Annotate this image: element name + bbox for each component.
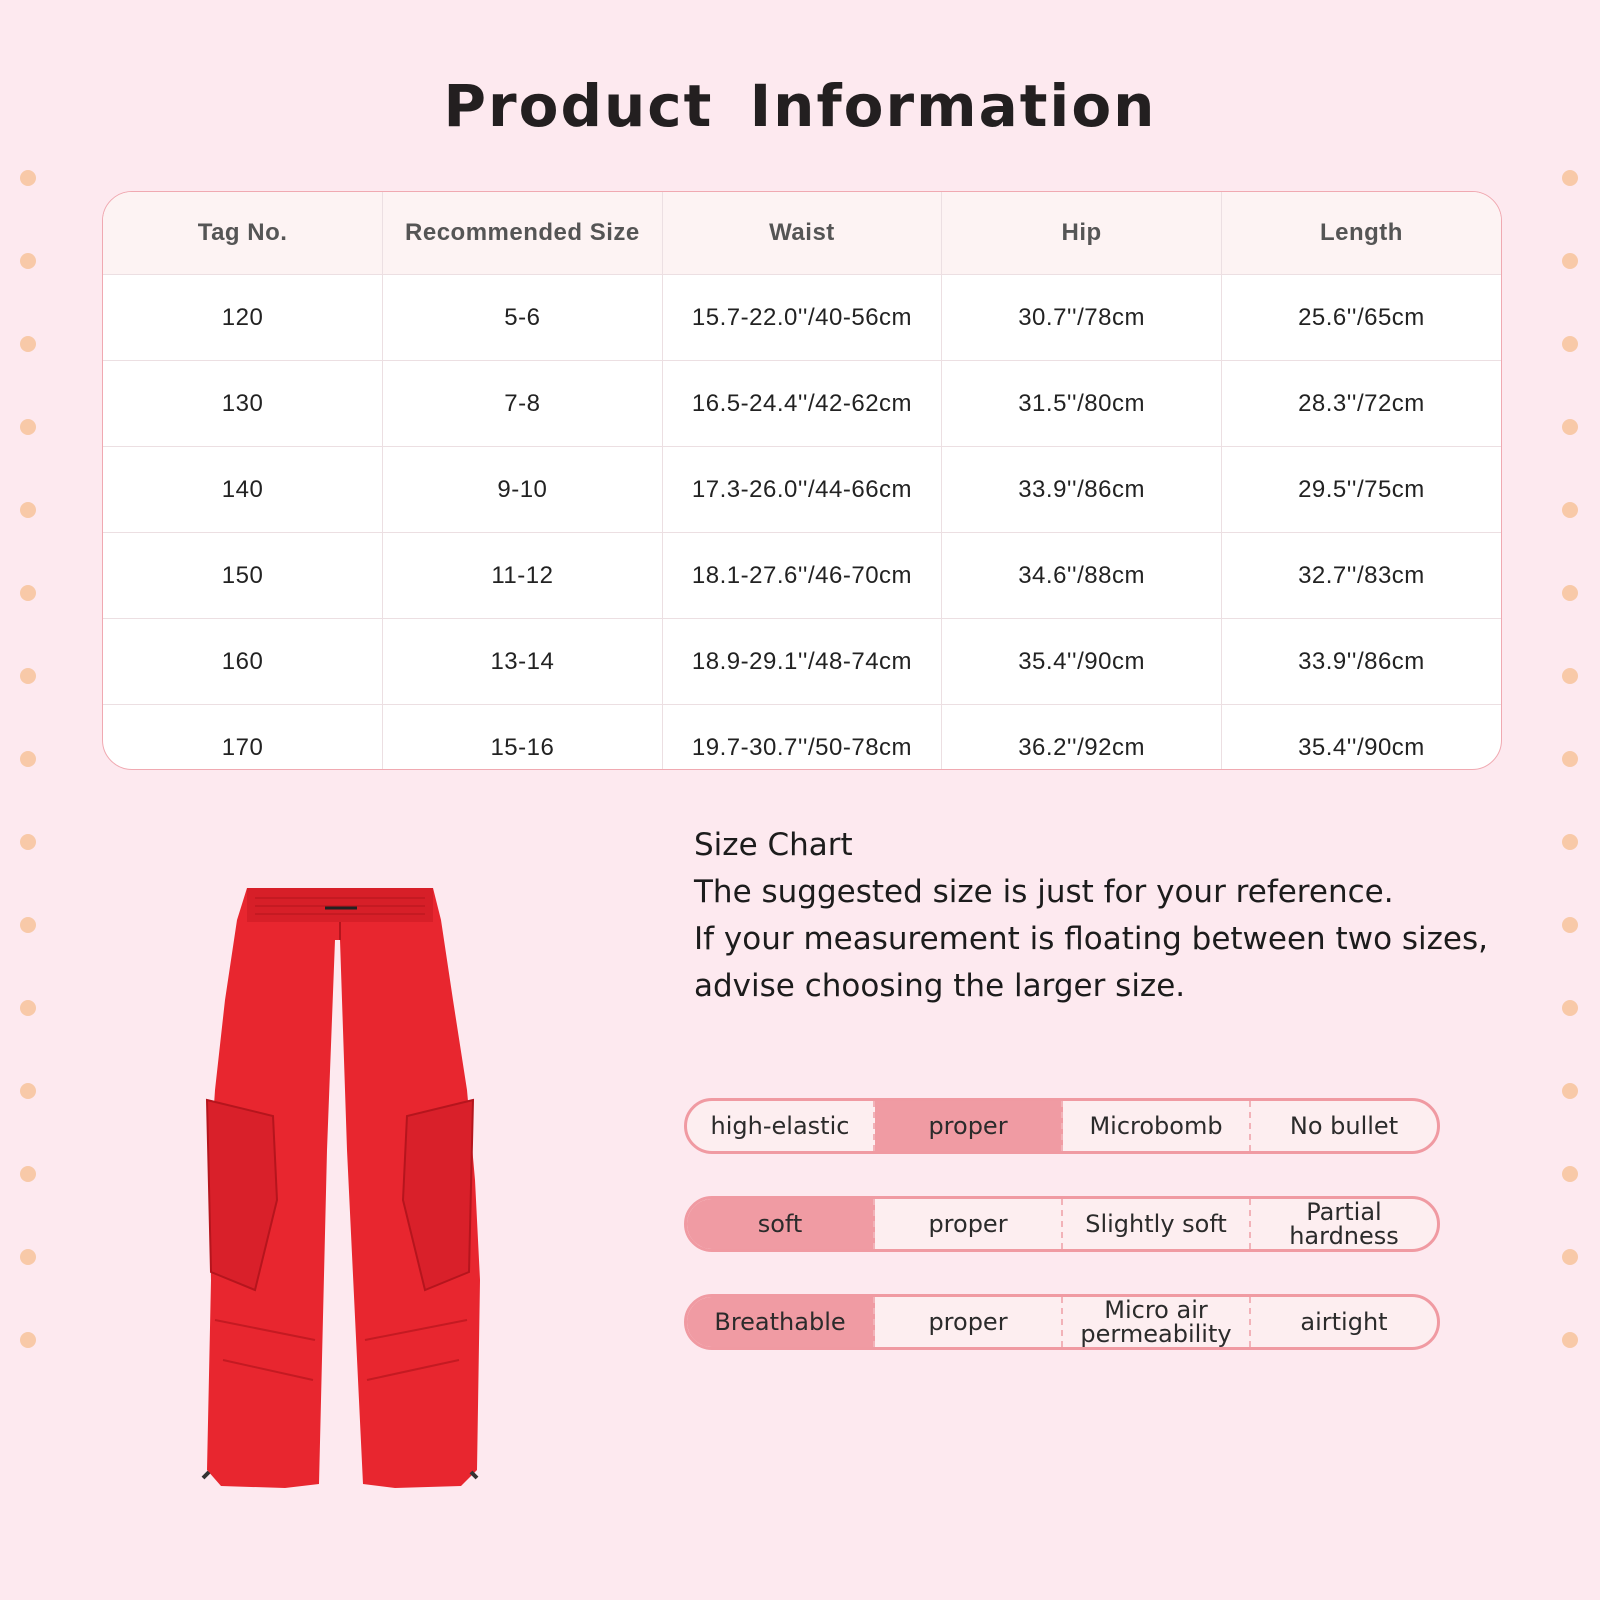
cell-hip: 33.9''/86cm <box>942 447 1222 533</box>
product-image <box>195 880 495 1510</box>
decorative-dot <box>1562 1332 1578 1348</box>
scale-option-selected: Breathable <box>687 1297 875 1347</box>
size-table <box>102 191 1502 770</box>
cell-waist: 16.5-24.4''/42-62cm <box>662 361 942 447</box>
header-length: Length <box>1221 192 1501 275</box>
scale-option: Slightly soft <box>1063 1199 1251 1249</box>
cell-tag-no: 170 <box>103 705 383 771</box>
breathability-scale <box>684 1294 1440 1350</box>
cell-tag-no: 160 <box>103 619 383 705</box>
cell-waist: 17.3-26.0''/44-66cm <box>662 447 942 533</box>
size-note-line: The suggested size is just for your reference. <box>694 874 1394 910</box>
decorative-dot <box>20 502 36 518</box>
cell-tag-no: 150 <box>103 533 383 619</box>
decorative-dot <box>1562 668 1578 684</box>
table-row <box>103 705 1501 771</box>
decorative-dot <box>20 668 36 684</box>
waistband <box>247 888 433 922</box>
decorative-dot <box>1562 1249 1578 1265</box>
cell-length: 25.6''/65cm <box>1221 275 1501 361</box>
decorative-dot <box>1562 917 1578 933</box>
decorative-dot <box>20 170 36 186</box>
decorative-dot <box>20 585 36 601</box>
cell-recommended-size: 5-6 <box>383 275 663 361</box>
decorative-dot <box>1562 834 1578 850</box>
cell-recommended-size: 9-10 <box>383 447 663 533</box>
cell-length: 35.4''/90cm <box>1298 733 1425 761</box>
decorative-dots-right <box>1562 170 1582 1370</box>
cell-waist: 18.9-29.1''/48-74cm <box>662 619 942 705</box>
cell-recommended-size: 7-8 <box>383 361 663 447</box>
table-row <box>103 361 1501 447</box>
size-note <box>694 822 1514 1010</box>
decorative-dot <box>20 1249 36 1265</box>
scale-option: No bullet <box>1289 1112 1399 1140</box>
decorative-dot <box>1562 1166 1578 1182</box>
scale-option-selected: soft <box>687 1199 875 1249</box>
decorative-dot <box>20 751 36 767</box>
decorative-dot <box>20 1083 36 1099</box>
cell-waist: 19.7-30.7''/50-78cm <box>662 705 942 771</box>
decorative-dot <box>20 336 36 352</box>
table-row <box>103 447 1501 533</box>
decorative-dot <box>1562 336 1578 352</box>
cell-hip: 35.4''/90cm <box>942 619 1222 705</box>
decorative-dot <box>1562 253 1578 269</box>
cell-recommended-size: 15-16 <box>383 705 663 771</box>
cell-recommended-size: 13-14 <box>383 619 663 705</box>
scale-option: proper <box>875 1199 1063 1249</box>
cell-hip: 34.6''/88cm <box>942 533 1222 619</box>
page-title: Product Information <box>443 72 1157 140</box>
cell-hip: 31.5''/80cm <box>942 361 1222 447</box>
decorative-dot <box>1562 1000 1578 1016</box>
header-recommended-size: Recommended Size <box>383 192 663 275</box>
table-row <box>103 619 1501 705</box>
softness-scale <box>684 1196 1440 1252</box>
decorative-dot <box>20 917 36 933</box>
size-note-line: advise choosing the larger size. <box>694 968 1186 1004</box>
elasticity-scale <box>684 1098 1440 1154</box>
cell-length: 33.9''/86cm <box>1221 619 1501 705</box>
cell-waist: 15.7-22.0''/40-56cm <box>662 275 942 361</box>
header-tag-no: Tag No. <box>103 192 383 275</box>
cell-length: 29.5''/75cm <box>1221 447 1501 533</box>
scale-option: proper <box>875 1297 1063 1347</box>
cell-length: 32.7''/83cm <box>1221 533 1501 619</box>
decorative-dot <box>1562 502 1578 518</box>
table-row <box>103 275 1501 361</box>
decorative-dot <box>1562 585 1578 601</box>
decorative-dot <box>20 253 36 269</box>
decorative-dot <box>1562 751 1578 767</box>
decorative-dot <box>20 1000 36 1016</box>
decorative-dot <box>20 1332 36 1348</box>
scale-option: Partial hardness <box>1289 1198 1399 1250</box>
scale-option: airtight <box>1300 1308 1388 1336</box>
decorative-dot <box>1562 170 1578 186</box>
cell-hip: 30.7''/78cm <box>942 275 1222 361</box>
scale-option: Micro air permeability <box>1063 1297 1251 1347</box>
size-note-heading: Size Chart <box>694 827 853 863</box>
cell-tag-no: 130 <box>103 361 383 447</box>
header-hip: Hip <box>942 192 1222 275</box>
header-waist: Waist <box>662 192 942 275</box>
cell-length: 28.3''/72cm <box>1221 361 1501 447</box>
cell-recommended-size: 11-12 <box>383 533 663 619</box>
decorative-dot <box>1562 1083 1578 1099</box>
decorative-dot <box>1562 419 1578 435</box>
decorative-dot <box>20 1166 36 1182</box>
scale-option: Microbomb <box>1063 1101 1251 1151</box>
decorative-dot <box>20 834 36 850</box>
cell-tag-no: 120 <box>103 275 383 361</box>
size-note-line: If your measurement is floating between two sizes, <box>694 921 1488 957</box>
decorative-dots-left <box>20 170 40 1370</box>
scale-option: high-elastic <box>687 1101 875 1151</box>
scale-option-selected: proper <box>875 1101 1063 1151</box>
table-header-row <box>103 192 1501 275</box>
cell-tag-no: 140 <box>103 447 383 533</box>
decorative-dot <box>20 419 36 435</box>
cell-hip: 36.2''/92cm <box>942 705 1222 771</box>
cell-waist: 18.1-27.6''/46-70cm <box>662 533 942 619</box>
table-row <box>103 533 1501 619</box>
